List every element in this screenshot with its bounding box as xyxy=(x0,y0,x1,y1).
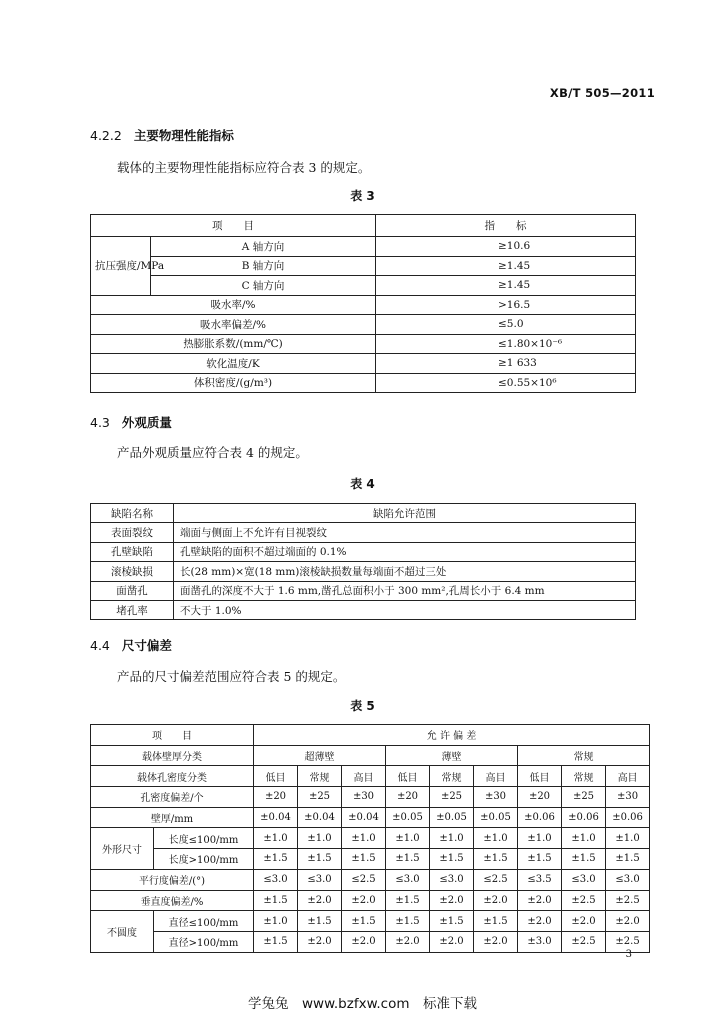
value-cell: ±1.5 xyxy=(386,911,430,932)
value-cell: ≤3.0 xyxy=(386,869,430,890)
defect-name-cell: 滚棱缺损 xyxy=(91,562,174,581)
value-cell: ±1.5 xyxy=(518,849,562,870)
table-row xyxy=(91,807,650,828)
table4-caption: 表 4 xyxy=(350,477,375,491)
value-cell: ±0.06 xyxy=(518,807,562,828)
value-cell: ±0.04 xyxy=(298,807,342,828)
value-cell: ±1.0 xyxy=(430,828,474,849)
value-cell: ≥1.45 xyxy=(376,256,636,276)
value-cell: ±2.5 xyxy=(562,931,606,952)
item-cell: 孔密度偏差/个 xyxy=(91,787,254,808)
value-cell: ±1.5 xyxy=(562,849,606,870)
table-row xyxy=(91,890,650,911)
value-cell: ±2.0 xyxy=(430,931,474,952)
value-cell: ≤3.0 xyxy=(298,869,342,890)
table-row xyxy=(91,581,636,600)
value-cell: ≤5.0 xyxy=(376,315,636,335)
sub-item-cell: 直径>100/mm xyxy=(154,931,254,952)
value-cell: ±1.5 xyxy=(298,849,342,870)
value-cell: ±20 xyxy=(254,787,298,808)
value-cell: ±2.0 xyxy=(518,890,562,911)
table-header-row xyxy=(91,725,650,746)
sub-item-cell: 长度>100/mm xyxy=(154,849,254,870)
table-header-cell: 指 标 xyxy=(376,215,636,237)
value-cell: ≤3.5 xyxy=(518,869,562,890)
table-row xyxy=(91,849,650,870)
value-cell: ±25 xyxy=(430,787,474,808)
table-row xyxy=(91,562,636,581)
value-cell: ≤3.0 xyxy=(254,869,298,890)
table-header-cell: 缺陷名称 xyxy=(91,504,174,523)
value-cell: ±2.5 xyxy=(606,890,650,911)
table-row xyxy=(91,295,636,315)
value-cell: ≤3.0 xyxy=(606,869,650,890)
table-row xyxy=(91,869,650,890)
value-cell: ≤2.5 xyxy=(474,869,518,890)
sub-item-cell: C 轴方向 xyxy=(151,276,376,296)
table-row xyxy=(91,787,650,808)
value-cell: ±2.0 xyxy=(298,931,342,952)
value-cell: ±0.04 xyxy=(254,807,298,828)
value-cell: ±0.05 xyxy=(474,807,518,828)
value-cell: ≥1.45 xyxy=(376,276,636,296)
value-cell: ±2.0 xyxy=(430,890,474,911)
defect-name-cell: 面凿孔 xyxy=(91,581,174,600)
table-row xyxy=(91,256,636,276)
table-header-row xyxy=(91,745,650,766)
value-cell: ±0.05 xyxy=(386,807,430,828)
table-header-row xyxy=(91,766,650,787)
value-cell: ±2.0 xyxy=(474,890,518,911)
sub-item-cell: B 轴方向 xyxy=(151,256,376,276)
value-cell: ±25 xyxy=(562,787,606,808)
item-cell: 吸水率偏差/% xyxy=(91,315,376,335)
table-header-cell: 载体壁厚分类 xyxy=(91,745,254,766)
section-title: 尺寸偏差 xyxy=(121,638,172,653)
defect-range-cell: 端面与侧面上不允许有目视裂纹 xyxy=(174,523,636,542)
table-row xyxy=(91,354,636,374)
table-row xyxy=(91,828,650,849)
item-cell: 热膨胀系数/(mm/℃) xyxy=(91,334,376,354)
paragraph-4-3: 产品外观质量应符合表 4 的规定。 xyxy=(117,445,308,460)
table5-caption: 表 5 xyxy=(350,699,375,713)
table-header-cell: 高目 xyxy=(342,766,386,787)
defect-name-cell: 堵孔率 xyxy=(91,600,174,619)
item-cell: 平行度偏差/(°) xyxy=(91,869,254,890)
paragraph-4-4: 产品的尺寸偏差范围应符合表 5 的规定。 xyxy=(117,669,346,684)
value-cell: ±1.0 xyxy=(606,828,650,849)
defect-name-cell: 表面裂纹 xyxy=(91,523,174,542)
value-cell: ±25 xyxy=(298,787,342,808)
item-cell: 壁厚/mm xyxy=(91,807,254,828)
value-cell: ±0.06 xyxy=(562,807,606,828)
value-cell: ±2.0 xyxy=(474,931,518,952)
value-cell: ±1.5 xyxy=(386,849,430,870)
value-cell: ±20 xyxy=(518,787,562,808)
value-cell: ±1.5 xyxy=(606,849,650,870)
value-cell: ±2.5 xyxy=(606,931,650,952)
defect-range-cell: 不大于 1.0% xyxy=(174,600,636,619)
table-header-cell: 常规 xyxy=(562,766,606,787)
value-cell: ±1.0 xyxy=(518,828,562,849)
table-row xyxy=(91,276,636,296)
defect-range-cell: 面凿孔的深度不大于 1.6 mm,凿孔总面积小于 300 mm²,孔周长小于 6.4 mm xyxy=(174,581,636,600)
table-header-cell: 高目 xyxy=(606,766,650,787)
table-header-cell: 薄壁 xyxy=(386,745,518,766)
value-cell: ≤3.0 xyxy=(430,869,474,890)
table-header-cell: 高目 xyxy=(474,766,518,787)
table-header-cell: 常规 xyxy=(298,766,342,787)
table-row xyxy=(91,315,636,335)
value-cell: ≤0.55×10⁶ xyxy=(376,373,636,393)
section-number: 4.2.2 xyxy=(90,128,122,143)
group-label-cell: 外形尺寸 xyxy=(91,828,154,869)
table-header-row xyxy=(91,215,636,237)
table-row xyxy=(91,523,636,542)
value-cell: ±1.5 xyxy=(254,890,298,911)
defect-name-cell: 孔壁缺陷 xyxy=(91,542,174,561)
value-cell: ±1.5 xyxy=(254,849,298,870)
value-cell: ±2.0 xyxy=(606,911,650,932)
value-cell: ±1.0 xyxy=(562,828,606,849)
table-header-row xyxy=(91,504,636,523)
value-cell: ±1.0 xyxy=(386,828,430,849)
section-heading-4-3 xyxy=(90,413,172,431)
value-cell: ±2.0 xyxy=(386,931,430,952)
table-row xyxy=(91,334,636,354)
value-cell: ±1.5 xyxy=(342,849,386,870)
value-cell: ≥1 633 xyxy=(376,354,636,374)
group-label-cell: 抗压强度/MPa xyxy=(91,237,151,296)
value-cell: ±3.0 xyxy=(518,931,562,952)
table-row xyxy=(91,542,636,561)
value-cell: ±2.0 xyxy=(298,890,342,911)
table-row xyxy=(91,600,636,619)
table-3 xyxy=(90,214,636,393)
value-cell: ±1.5 xyxy=(254,931,298,952)
value-cell: ±1.0 xyxy=(342,828,386,849)
value-cell: ±1.5 xyxy=(342,911,386,932)
table-row xyxy=(91,237,636,257)
value-cell: ±2.0 xyxy=(518,911,562,932)
value-cell: ±30 xyxy=(342,787,386,808)
item-cell: 体积密度/(g/m³) xyxy=(91,373,376,393)
item-cell: 软化温度/K xyxy=(91,354,376,374)
value-cell: ±1.5 xyxy=(386,890,430,911)
page-number: 3 xyxy=(625,949,632,960)
table-header-cell: 项 目 xyxy=(91,725,254,746)
value-cell: ≥10.6 xyxy=(376,237,636,257)
section-title: 外观质量 xyxy=(121,415,172,430)
table-header-cell: 允 许 偏 差 xyxy=(254,725,650,746)
sub-item-cell: 长度≤100/mm xyxy=(154,828,254,849)
value-cell: ≤2.5 xyxy=(342,869,386,890)
value-cell: >16.5 xyxy=(376,295,636,315)
table-header-cell: 载体孔密度分类 xyxy=(91,766,254,787)
table3-caption: 表 3 xyxy=(350,189,375,203)
item-cell: 垂直度偏差/% xyxy=(91,890,254,911)
value-cell: ±0.04 xyxy=(342,807,386,828)
section-title: 主要物理性能指标 xyxy=(133,128,234,143)
value-cell: ≤3.0 xyxy=(562,869,606,890)
sub-item-cell: 直径≤100/mm xyxy=(154,911,254,932)
sub-item-cell: A 轴方向 xyxy=(151,237,376,257)
table-header-cell: 低目 xyxy=(386,766,430,787)
table-header-cell: 缺陷允许范围 xyxy=(174,504,636,523)
value-cell: ±2.0 xyxy=(342,931,386,952)
table-header-cell: 常规 xyxy=(518,745,650,766)
section-heading-4-4 xyxy=(90,636,172,654)
value-cell: ±1.5 xyxy=(474,911,518,932)
value-cell: ±1.5 xyxy=(430,849,474,870)
value-cell: ±1.5 xyxy=(474,849,518,870)
section-number: 4.4 xyxy=(90,638,110,653)
value-cell: ±1.5 xyxy=(430,911,474,932)
table-header-cell: 超薄壁 xyxy=(254,745,386,766)
value-cell: ±1.0 xyxy=(474,828,518,849)
table-header-cell: 常规 xyxy=(430,766,474,787)
table-4 xyxy=(90,503,636,620)
table-row xyxy=(91,931,650,952)
value-cell: ±30 xyxy=(474,787,518,808)
value-cell: ±2.5 xyxy=(562,890,606,911)
value-cell: ±1.0 xyxy=(254,828,298,849)
section-number: 4.3 xyxy=(90,415,110,430)
value-cell: ±0.05 xyxy=(430,807,474,828)
table-header-cell: 低目 xyxy=(518,766,562,787)
table-row xyxy=(91,911,650,932)
item-cell: 吸水率/% xyxy=(91,295,376,315)
value-cell: ±1.5 xyxy=(298,911,342,932)
value-cell: ±30 xyxy=(606,787,650,808)
value-cell: ±2.0 xyxy=(562,911,606,932)
table-header-cell: 低目 xyxy=(254,766,298,787)
table-5 xyxy=(90,724,650,953)
value-cell: ±1.0 xyxy=(254,911,298,932)
group-label-cell: 不圆度 xyxy=(91,911,154,952)
value-cell: ≤1.80×10⁻⁶ xyxy=(376,334,636,354)
table-row xyxy=(91,373,636,393)
section-heading-4-2-2 xyxy=(90,126,234,144)
value-cell: ±20 xyxy=(386,787,430,808)
table-header-cell: 项 目 xyxy=(91,215,376,237)
defect-range-cell: 长(28 mm)×宽(18 mm)滚棱缺损数量每端面不超过三处 xyxy=(174,562,636,581)
footer-watermark: 学兔兔 www.bzfxw.com 标准下载 xyxy=(248,996,477,1012)
standard-code: XB/T 505—2011 xyxy=(549,86,655,100)
paragraph-4-2-2: 载体的主要物理性能指标应符合表 3 的规定。 xyxy=(117,160,371,175)
value-cell: ±2.0 xyxy=(342,890,386,911)
defect-range-cell: 孔壁缺陷的面积不超过端面的 0.1% xyxy=(174,542,636,561)
value-cell: ±0.06 xyxy=(606,807,650,828)
value-cell: ±1.0 xyxy=(298,828,342,849)
